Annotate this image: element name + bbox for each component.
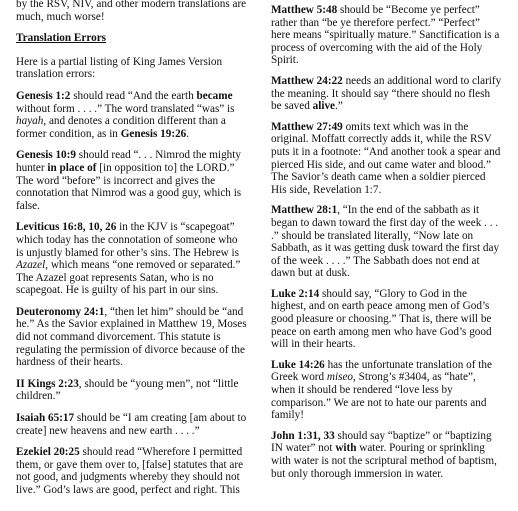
emphasis-italic: hayah bbox=[16, 115, 44, 128]
entry-paragraph bbox=[16, 221, 247, 297]
verse-reference: Matthew 24:22 bbox=[271, 74, 343, 87]
left-column bbox=[16, 0, 247, 506]
verse-reference: Isaiah 65:17 bbox=[16, 412, 75, 425]
section-heading: Translation Errors bbox=[16, 32, 107, 45]
entry-paragraph bbox=[16, 306, 247, 369]
lead-paragraph: Here is a partial listing of King James Version translation errors: bbox=[16, 55, 223, 81]
entry-paragraph bbox=[271, 288, 502, 351]
entry-text: water. Pouring or sprinkling with water is not the scriptural method of baptism, but only thorough immersion in water. bbox=[271, 442, 497, 480]
entry-paragraph bbox=[16, 378, 247, 403]
entry-text: , “then let him” should be “and he.” As the Savior explained in Matthew 19, Moses did not command divorcement. This statute is regulating the permission of divorce because of the hardness of their hearts. bbox=[16, 305, 247, 369]
entry-paragraph bbox=[271, 430, 502, 480]
emphasis-bold: in place of bbox=[47, 161, 97, 174]
entry-text: should read “Wherefore I permitted them, or gave them over to, [false] statutes that are not good, and judgments whereby they should not live.” God’s laws are good, perfect and right. This bbox=[16, 446, 244, 496]
entry-text: has the unfortunate translation of the Greek word bbox=[271, 358, 492, 384]
entry-text: without form . . . .” The word translated “was” is bbox=[16, 102, 235, 115]
entry-paragraph bbox=[271, 121, 502, 197]
entry-text: .” bbox=[335, 100, 343, 113]
entry-text: , should be “young men”, not “little children.” bbox=[16, 377, 239, 403]
entry-text: , Strong’s #3404, as “hate”, when it should be rendered “love less by comparison.” We are not to hate our parents and family! bbox=[271, 371, 487, 422]
verse-reference: II Kings 2:23 bbox=[16, 377, 79, 390]
entry-text: . bbox=[186, 127, 190, 140]
entry-text: , “In the end of the sabbath as it began to dawn toward the first day of the week . . . .” should be translated literally, “Now late on Sabbath, as it was getting dusk toward the first day of the week . . . .” The Sabbath does not end at dawn but at dusk. bbox=[271, 204, 500, 280]
entry-text: should read “. . . Nimrod the mighty hunter bbox=[16, 149, 241, 174]
verse-reference: Genesis 1:2 bbox=[16, 89, 71, 102]
entry-text: [in opposition to] the LORD.” The word “before” is incorrect and gives the connotation that Nimrod was a good guy, which is false. bbox=[16, 161, 242, 212]
emphasis-bold: became bbox=[196, 89, 233, 102]
entry-text: , which means “one removed or separated.” The Azazel goat represents Satan, who is no scapegoat. He is guilty of his part in our sins. bbox=[16, 259, 241, 297]
entry-text: should be “I am creating [am about to create] new heavens and new earth . . . .” bbox=[16, 412, 247, 437]
entry-text: , and denotes a condition different than a former condition, as in bbox=[16, 115, 226, 140]
emphasis-italic: Azazel bbox=[16, 259, 46, 272]
entry-paragraph bbox=[271, 359, 502, 422]
verse-reference: Leviticus 16:8, 10, 26 bbox=[16, 221, 117, 234]
verse-reference: Matthew 28:1 bbox=[271, 204, 338, 217]
emphasis-bold: with bbox=[335, 442, 357, 455]
entry-text: should say, “Glory to God in the highest, and on earth peace among men of God’s good pleasure or choosing.” That is, there will be peace on earth among men who have God’s good will in their hearts. bbox=[271, 287, 492, 351]
verse-reference: Matthew 27:49 bbox=[271, 120, 343, 133]
right-entries bbox=[271, 4, 502, 480]
entry-paragraph bbox=[16, 90, 247, 140]
emphasis-bold: alive bbox=[312, 100, 336, 113]
entry-text: in the KJV is “scapegoat” which today has the connotation of someone who is unjustly blamed for other’s sins. The Hebrew is bbox=[16, 221, 239, 259]
left-entries bbox=[16, 90, 247, 497]
entry-paragraph bbox=[271, 4, 502, 67]
entry-paragraph bbox=[16, 412, 247, 437]
right-column bbox=[271, 4, 502, 488]
verse-reference: Matthew 5:48 bbox=[271, 4, 338, 16]
entry-paragraph bbox=[271, 75, 502, 113]
entry-text: needs an additional word to clarify the meaning. It should say “there should no flesh be saved bbox=[271, 74, 502, 113]
intro-paragraph: by the RSV, NIV, and other modern translations are much, much worse! bbox=[16, 0, 247, 23]
verse-reference: Luke 2:14 bbox=[271, 287, 320, 300]
entry-paragraph bbox=[16, 446, 247, 496]
entry-text: should be “Become ye perfect” rather than “be ye therefore perfect.” “Perfect” here means “spiritually mature.” Sanctification is a process of overcoming with the aid of the Holy Spirit. bbox=[271, 4, 500, 67]
verse-reference: Deuteronomy 24:1 bbox=[16, 305, 105, 318]
verse-reference: Ezekiel 20:25 bbox=[16, 446, 80, 459]
entry-text: omits text which was in the original. Moffatt correctly adds it, while the RSV puts it in a footnote: “And another took a spear and pierced His side, and out came water and blood.” The Savior’s death came when a soldier pierced His side, Revelation 1:7. bbox=[271, 120, 501, 196]
verse-reference: Genesis 10:9 bbox=[16, 149, 76, 162]
entry-paragraph bbox=[16, 149, 247, 212]
verse-reference: John 1:31, 33 bbox=[271, 429, 335, 442]
emphasis-bold: Genesis 19:26 bbox=[120, 127, 187, 140]
verse-reference: Luke 14:26 bbox=[271, 358, 325, 371]
entry-paragraph bbox=[271, 204, 502, 280]
entry-text: should read “And the earth bbox=[70, 89, 197, 102]
entry-text: should say “baptize” or “baptizing IN water” not bbox=[271, 429, 492, 455]
emphasis-italic: miseo bbox=[326, 371, 354, 384]
